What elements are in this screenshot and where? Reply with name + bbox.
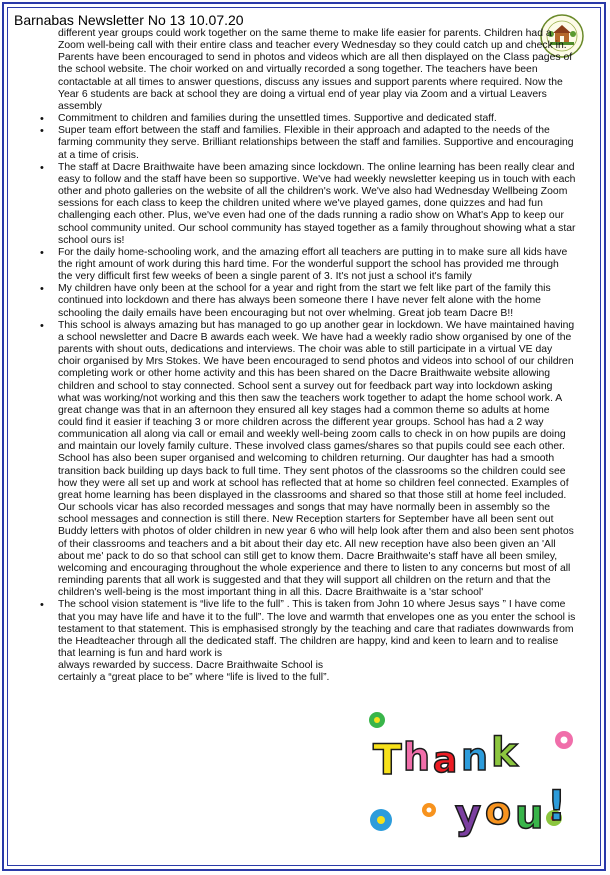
thank-you-graphic-icon: [359, 700, 583, 850]
newsletter-body: [14, 28, 594, 684]
list-item: • The staff at Dacre Braithwaite have been amazing since lockdown. The online learning has been really clear and easy to follow and the staff have been so supportive. We've had weekly newsletter keeping us in touch with each other and photo galleries on the website of all the children's work. We've also had Wednesday Wellbeing Zoom sessions for each class to keep the children united where we've played games, done quizzes and had fun challenging each other. Plus, we've even had one of the dads running a radio show on What's App to keep our school community united. Our school community has stayed together as a family throughout showing what a star school ours is!: [14, 162, 576, 247]
svg-text:k: k: [491, 730, 518, 776]
flower-icon: [555, 731, 573, 749]
flower-icon: [370, 809, 392, 831]
list-item-vision: [14, 599, 576, 684]
flower-icon: [369, 712, 385, 728]
newsletter-title: Barnabas Newsletter No 13 10.07.20: [14, 12, 244, 28]
list-item: • This school is always amazing but has managed to go up another gear in lockdown. We have maintained having a school newsletter and Dacre B awards each week. We have had a weekly radio show organised by one of the parents with shout outs, dedications and interviews. The choir was able to still participate in a virtual VE day choir organised by Mrs Stokes. We have been encouraged to send photos and videos into school of our children completing work or other home activity and this has been shared on the Dacre Braithwaite website allowing children and school to stay connected. School sent a survey out for feedback part way into lockdown asking what was working/not working and this then saw the teachers work together to adapt the home school work. A great change was that in an afternoon they ensured all key stages had a common theme so adults at home could find it easier if teaching 3 or more children across the different year groups. School has had a 2 way communication all along via call or email and weekly well-being zoom calls to check in on how pupils are doing and maintain our lovely family culture. These involved class games/shares so that pupils could see each other. School has also been super organised and welcoming to children returning. Our daughter has had a smooth transition back building up days back to full time. They sent photos of the classrooms so the children could see how they were all set up and work at school has reflected that at home so children feel connected. Examples of great home learning has been displayed in the classrooms and shared so that those still at home feel included. Our schools vicar has also recorded messages and songs that may have normally been in assembly so the school messages and connection is still there. New Reception starters for September have all been sent out Buddy letters with photos of older children in new year 6 who will help look after them and also been sent photos of their classrooms and teachers and a bit about their day etc. All new reception have also been given an 'All about me' pack to do so that school can still get to know them. Dacre Braithwaite's staff have all been smiley, welcoming and encouraging throughout the whole experience and there to listen to any concerns but most of all reminding parents that all work is suggested and that they will support all children on the return and that the children's well-being is the most important thing in all this. Dacre Braithwaite is a 'star school': [14, 320, 576, 600]
intro-paragraph: different year groups could work together on the same theme to make life easier for parents. Children had a Zoom well-being call with their entire class and teacher every Wednesday so they could catch up and check in. Parents have been encouraged to send in photos and videos which are all then displayed on the Class pages of the school website. The choir worked on and virtually recorded a song together. The teachers have been contactable at all times to answer questions, discuss any issues and support parents where required. Now the Year 6 students are back at school they are doing a virtual end of year play via Zoom and a virtual Leavers assembly: [58, 28, 573, 112]
svg-text:n: n: [461, 735, 489, 779]
list-item: • Commitment to children and families during the unsettled times. Supportive and dedicated staff.: [14, 113, 576, 125]
list-item: • Super team effort between the staff and families. Flexible in their approach and adapted to the needs of the farming community they serve. Brilliant relationships between the staff and families. Supportive and encouraging at a time of crisis.: [14, 125, 576, 161]
feedback-list: [14, 113, 594, 684]
svg-text:a: a: [433, 740, 458, 781]
svg-text:o: o: [485, 789, 512, 833]
vision-text-tail: always rewarded by success. Dacre Braithwaite School is certainly a “great place to be” where “life is lived to the full”.: [58, 660, 330, 684]
svg-text:!: !: [547, 781, 567, 830]
list-item: • For the daily home-schooling work, and the amazing effort all teachers are putting in to make sure all kids have the right amount of work during this hard time. For the wonderful support the school has provided me through the very difficult first few weeks of been a single parent of 3. It's not just a school it's family: [14, 247, 576, 283]
svg-text:T: T: [373, 735, 402, 784]
list-item: • My children have only been at the school for a year and right from the start we felt like part of the family this continued into lockdown and there has always been someone there I have never felt alone with the home schooling the daily emails have been encouraging but not over whelming. Great job team Dacre B!!: [14, 283, 576, 319]
flower-icon: [422, 803, 436, 817]
svg-text:u: u: [515, 792, 544, 838]
svg-text:h: h: [403, 735, 431, 779]
vision-text: The school vision statement is “live life to the full” . This is taken from John 10 where Jesus says ” I have come that you may have life and have it to the full”. The love and warmth that envelopes one as you enter the school is testament to that statement. This is emphasised strongly by the teaching and care that radiates downwards from the Headteacher through all the dedicated staff. The children are happy, kind and keen to learn and to realise that learning is fun and hard work is: [58, 599, 576, 659]
svg-text:y: y: [455, 792, 482, 838]
